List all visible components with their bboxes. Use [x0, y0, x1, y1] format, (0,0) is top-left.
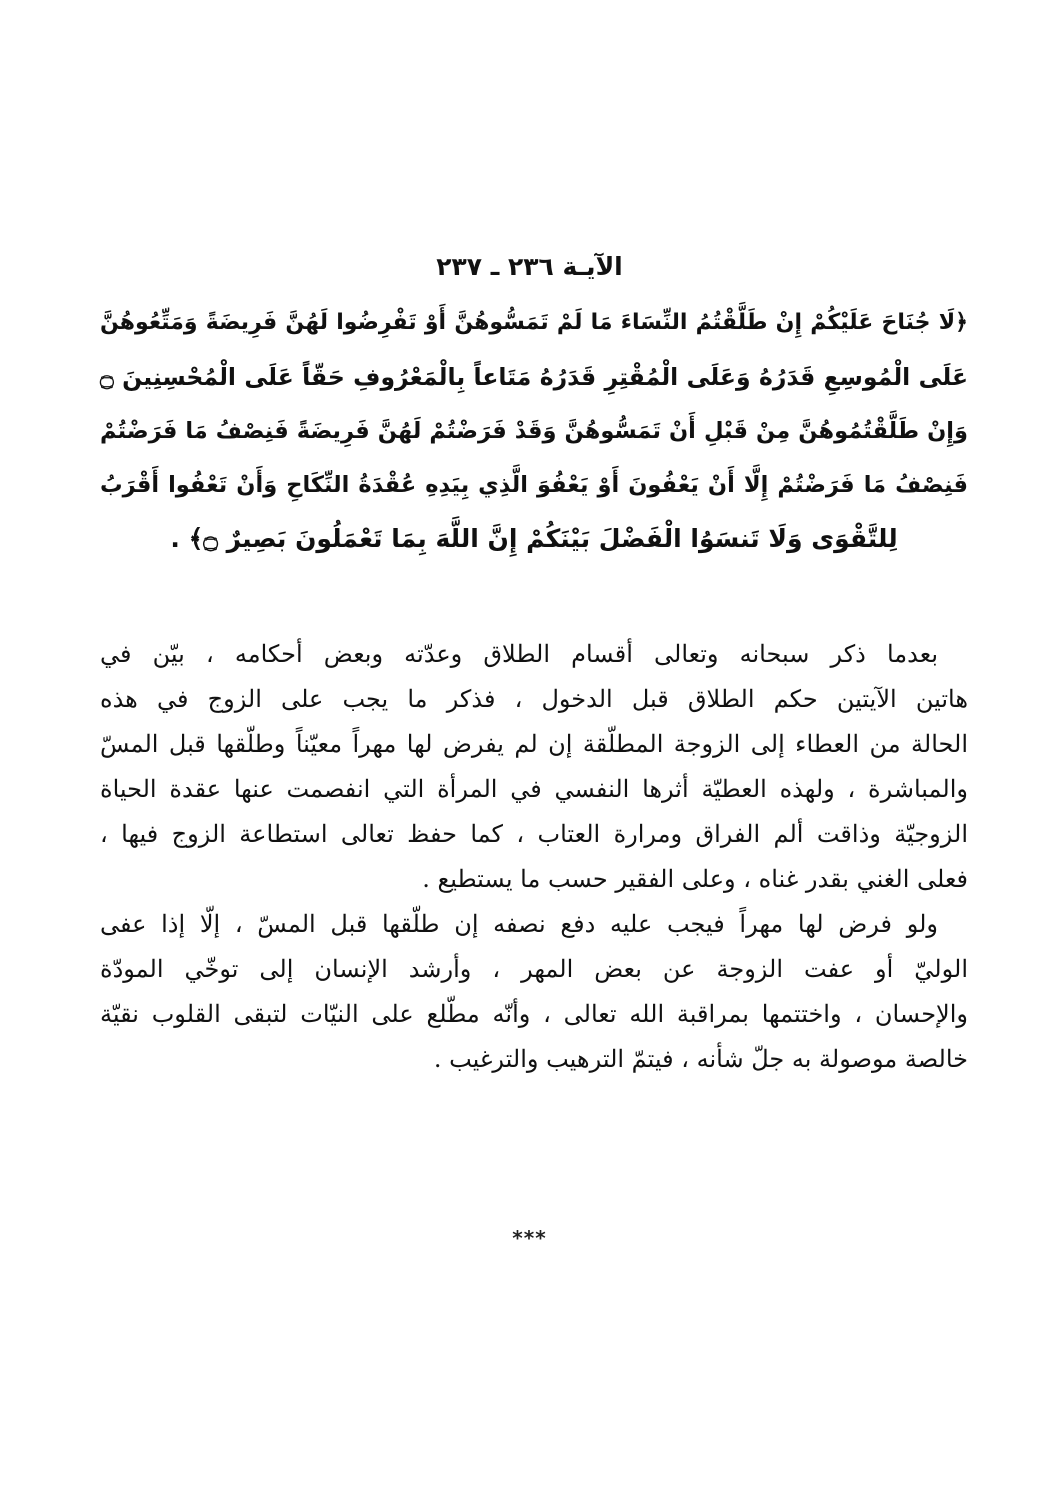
commentary-text — [100, 632, 968, 1082]
verse-line: فَنِصْفُ مَا فَرَضْتُمْ إِلَّا أَنْ يَعْفُونَ أَوْ يَعْفُوَ الَّذِي بِيَدِهِ عُقْدَةُ النِّكَاحِ وَأَنْ تَعْفُوا أَقْرَبُ — [100, 472, 968, 498]
verse-heading: الآيـة ٢٣٦ ـ ٢٣٧ — [436, 252, 623, 281]
verse-line: وَإِنْ طَلَّقْتُمُوهُنَّ مِنْ قَبْلِ أَنْ تَمَسُّوهُنَّ وَقَدْ فَرَضْتُمْ لَهُنَّ فَرِيضَةً فَنِصْفُ مَا فَرَضْتُمْ — [100, 418, 968, 444]
section-separator: *** — [512, 1226, 547, 1250]
verse-line: ﴿لَا جُنَاحَ عَلَيْكُمْ إِنْ طَلَّقْتُمُ النِّسَاءَ مَا لَمْ تَمَسُّوهُنَّ أَوْ تَفْرِضُوا لَهُنَّ فَرِيضَةً وَمَتِّعُوهُنَّ — [100, 310, 968, 335]
paragraph-2-line: الوليّ أو عفت الزوجة عن بعض المهر ، وأرشد الإنسان إلى توخّي المودّة — [100, 955, 968, 983]
paragraph-1-line: بعدما ذكر سبحانه وتعالى أقسام الطلاق وعدّته وبعض أحكامه ، بيّن في — [100, 640, 938, 668]
paragraph-1-line: هاتين الآيتين حكم الطلاق قبل الدخول ، فذكر ما يجب على الزوج في هذه — [100, 685, 968, 713]
paragraph-2-line: والإحسان ، واختتمها بمراقبة الله تعالى ، وأنّه مطّلع على النيّات لتبقى القلوب نقيّة — [100, 1000, 968, 1028]
quran-verse-block — [100, 296, 968, 566]
paragraph-2-line: خالصة موصولة به جلّ شأنه ، فيتمّ الترهيب والترغيب . — [433, 1045, 968, 1073]
paragraph-2-line: ولو فرض لها مهراً فيجب عليه دفع نصفه إن طلّقها قبل المسّ ، إلّا إذا عفى — [100, 910, 938, 938]
paragraph-1-line: والمباشرة ، ولهذه العطيّة أثرها النفسي في المرأة التي انفصمت عنها عقدة الحياة — [100, 775, 968, 803]
verse-line: لِلتَّقْوَى وَلَا تَنسَوُا الْفَضْلَ بَيْنَكُمْ إِنَّ اللَّهَ بِمَا تَعْمَلُونَ بَصِيرٌ ۝﴾ . — [170, 524, 898, 553]
paragraph-1-line: فعلى الغني بقدر غناه ، وعلى الفقير حسب ما يستطيع . — [422, 865, 968, 893]
verse-line: عَلَى الْمُوسِعِ قَدَرُهُ وَعَلَى الْمُقْتِرِ قَدَرُهُ مَتَاعاً بِالْمَعْرُوفِ حَقّاً عَلَى الْمُحْسِنِينَ ۝ — [100, 363, 968, 391]
paragraph-1-line: الحالة من العطاء إلى الزوجة المطلّقة إن لم يفرض لها مهراً معيّناً وطلّقها قبل المسّ — [100, 730, 968, 758]
paragraph-1-line: الزوجيّة وذاقت ألم الفراق ومرارة العتاب ، كما حفظ تعالى استطاعة الزوج فيها ، — [100, 820, 968, 848]
